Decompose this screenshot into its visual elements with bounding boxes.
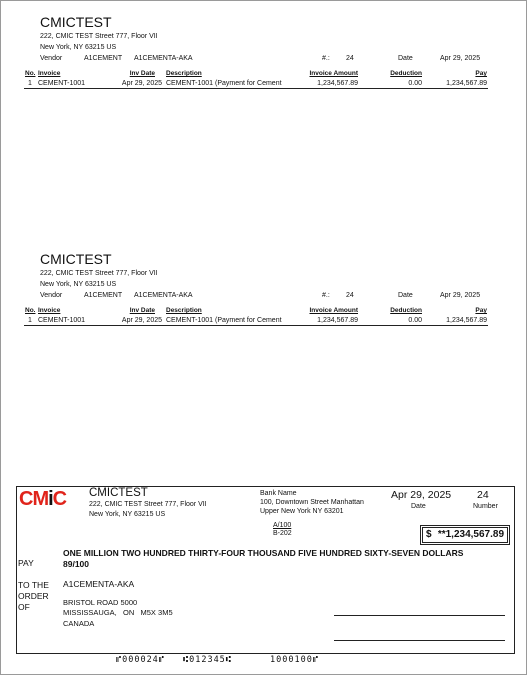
col-no: No. (25, 70, 36, 77)
vendor-code: A1CEMENT (84, 292, 123, 299)
check (16, 486, 515, 654)
to-the-order-of-label (18, 580, 49, 613)
col-no: No. (25, 307, 36, 314)
vendor-name: A1CEMENTA-AKA (134, 292, 193, 299)
row-inv-date: Apr 29, 2025 (121, 80, 162, 87)
micr-routing: ⑆012345⑆ (183, 655, 232, 665)
number-label: #.: (322, 55, 330, 62)
col-description: Description (166, 307, 202, 314)
to-the-line: TO THE (18, 580, 49, 590)
pay-label: PAY (18, 558, 34, 568)
company-address-line1: 222, CMIC TEST Street 777, Floor VII (40, 270, 158, 277)
vendor-label: Vendor (40, 292, 63, 299)
company-name: CMICTEST (40, 14, 112, 30)
row-invoice-amount: 1,234,567.89 (317, 80, 358, 87)
number-label: #.: (322, 292, 330, 299)
payee-address-line2: MISSISSAUGA, ON M5X 3M5 (63, 608, 173, 617)
payee-address-line3: CANADA (63, 619, 95, 628)
row-description: CEMENT-1001 (Payment for Cement (166, 317, 282, 324)
stub-number: 24 (346, 292, 354, 299)
col-pay: Pay (475, 70, 487, 77)
row-invoice: CEMENT-1001 (38, 317, 86, 324)
row-invoice-amount: 1,234,567.89 (317, 317, 358, 324)
signature-line-2 (334, 640, 505, 641)
fractional-routing-bottom: B-202 (273, 530, 292, 537)
col-invoice-amount: Invoice Amount (309, 70, 358, 77)
micr-check-number: ⑈000024⑈ (116, 655, 165, 665)
payee-name: A1CEMENTA-AKA (63, 579, 135, 589)
stub-date: Apr 29, 2025 (440, 55, 481, 62)
col-description: Description (166, 70, 202, 77)
check-date: Apr 29, 2025 (391, 489, 452, 501)
check-company-address-line2: New York, NY 63215 US (89, 511, 166, 518)
order-line: ORDER (18, 591, 49, 601)
col-inv-date: Inv Date (129, 70, 155, 77)
micr-account: 1000100⑈ (270, 655, 319, 665)
col-invoice-amount: Invoice Amount (309, 307, 358, 314)
col-invoice: Invoice (38, 70, 61, 77)
row-pay: 1,234,567.89 (446, 80, 487, 87)
vendor-label: Vendor (40, 55, 63, 62)
vendor-code: A1CEMENT (84, 55, 123, 62)
vendor-name: A1CEMENTA-AKA (134, 55, 193, 62)
of-line: OF (18, 602, 30, 612)
amount-box (422, 527, 508, 543)
company-address-line2: New York, NY 63215 US (40, 44, 117, 51)
row-description: CEMENT-1001 (Payment for Cement (166, 80, 282, 87)
amount-words-line1: ONE MILLION TWO HUNDRED THIRTY-FOUR THOUSAND FIVE HUNDRED SIXTY-SEVEN DOLLARS (63, 548, 464, 558)
row-no: 1 (28, 317, 32, 324)
row-deduction: 0.00 (408, 317, 422, 324)
payee-address-line1: BRISTOL ROAD 5000 (63, 598, 138, 607)
col-inv-date: Inv Date (129, 307, 155, 314)
check-company-address-line1: 222, CMIC TEST Street 777, Floor VII (89, 501, 207, 508)
company-name: CMICTEST (40, 251, 112, 267)
check-number-label: Number (473, 503, 498, 510)
signature-line-1 (334, 615, 505, 616)
remittance-stub-1 (0, 14, 527, 94)
row-inv-date: Apr 29, 2025 (121, 317, 162, 324)
row-underline (24, 325, 488, 326)
row-underline (24, 88, 488, 89)
fractional-routing-top: A/100 (273, 522, 292, 529)
date-label: Date (398, 55, 413, 62)
bank-name: Bank Name (260, 490, 297, 497)
row-invoice: CEMENT-1001 (38, 80, 86, 87)
amount-in-words (63, 548, 483, 570)
currency-symbol: $ (426, 529, 432, 540)
bank-address-line2: Upper New York NY 63201 (260, 508, 344, 515)
stub-number: 24 (346, 55, 354, 62)
check-date-label: Date (411, 503, 426, 510)
cmic-logo (19, 488, 85, 508)
bank-address-line1: 100, Downtown Street Manhattan (260, 499, 364, 506)
row-no: 1 (28, 80, 32, 87)
check-company-name: CMICTEST (89, 487, 148, 499)
company-address-line2: New York, NY 63215 US (40, 281, 117, 288)
amount-words-line2: 89/100 (63, 559, 89, 569)
col-invoice: Invoice (38, 307, 61, 314)
col-deduction: Deduction (390, 307, 422, 314)
stub-date: Apr 29, 2025 (440, 292, 481, 299)
date-label: Date (398, 292, 413, 299)
svg-text:CMiC: CMiC (19, 488, 67, 508)
col-deduction: Deduction (390, 70, 422, 77)
check-amount: **1,234,567.89 (437, 529, 504, 540)
check-number: 24 (477, 489, 489, 501)
remittance-stub-2 (0, 251, 527, 331)
company-address-line1: 222, CMIC TEST Street 777, Floor VII (40, 33, 158, 40)
col-pay: Pay (475, 307, 487, 314)
row-pay: 1,234,567.89 (446, 317, 487, 324)
row-deduction: 0.00 (408, 80, 422, 87)
